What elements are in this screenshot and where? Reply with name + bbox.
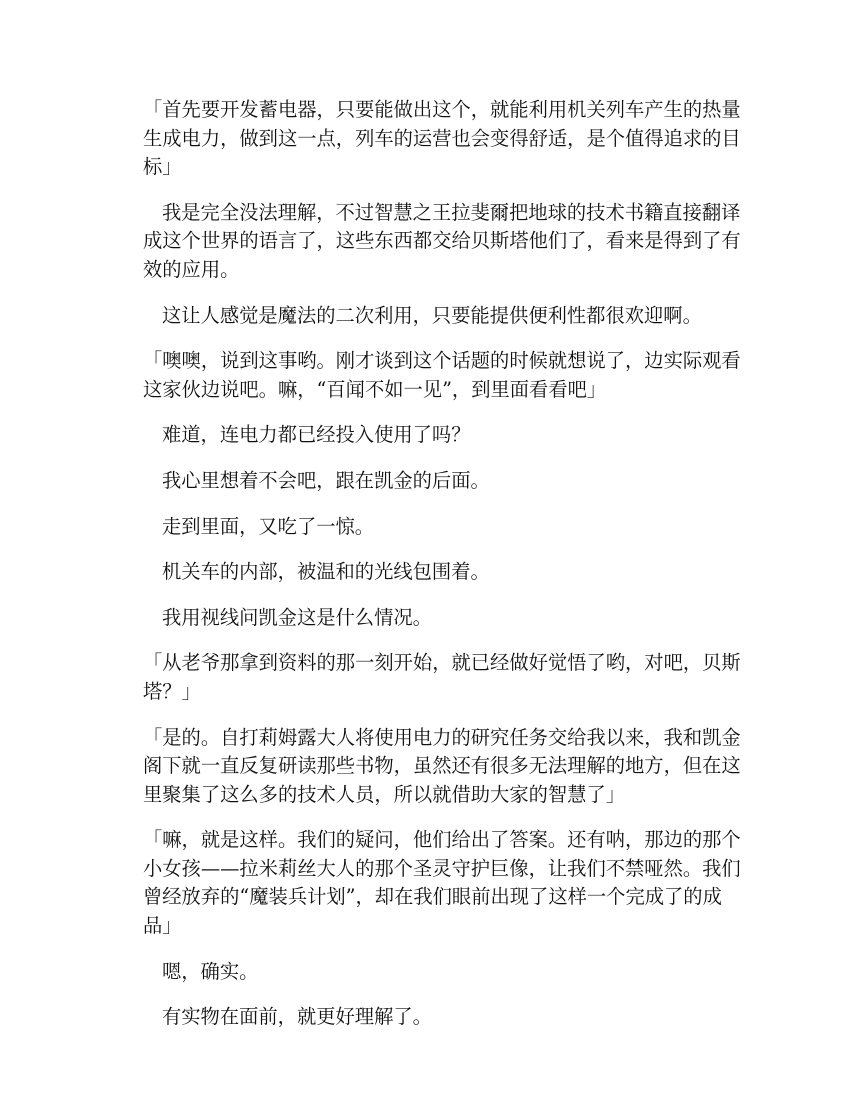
paragraph-narration: 难道，连电力都已经投入使用了吗？ [162,423,471,447]
paragraph-narration: 机关车的内部，被温和的光线包围着。 [162,560,490,584]
paragraph-dialogue: 「是的。自打莉姆露大人将使用电力的研究任务交给我以来，我和凯金阁下就一直反复研读那些书物，虽然还有很多无法理解的地方，但在这里聚集了这么多的技术人员，所以就借助大家的智慧了」 [143,725,741,806]
paragraph-dialogue: 「嘛，就是这样。我们的疑问，他们给出了答案。还有呐，那边的那个小女孩——拉米莉丝大人的那个圣灵守护巨像，让我们不禁哑然。我们曾经放弃的“魔装兵计划”，却在我们眼前出现了这样一个完成了的成品」 [143,828,741,938]
paragraph-narration: 这让人感觉是魔法的二次利用，只要能提供便利性都很欢迎啊。 [162,303,702,327]
paragraph-narration: 我用视线问凯金这是什么情况。 [162,605,432,629]
paragraph-dialogue: 「噢噢，说到这事哟。刚才谈到这个话题的时候就想说了，边实际观看这家伙边说吧。嘛，“百闻不如一见”，到里面看看吧」 [143,349,741,401]
paragraph-dialogue: 「首先要开发蓄电器，只要能做出这个，就能利用机关列车产生的热量生成电力，做到这一点，列车的运营也会变得舒适，是个值得追求的目标」 [143,98,741,179]
paragraph-narration: 有实物在面前，就更好理解了。 [162,1005,432,1029]
paragraph-narration: 我是完全没法理解，不过智慧之王拉斐爾把地球的技术书籍直接翻译成这个世界的语言了，这些东西都交给贝斯塔他们了，看来是得到了有效的应用。 [143,200,741,281]
paragraph-dialogue: 「从老爷那拿到资料的那一刻开始，就已经做好觉悟了哟，对吧，贝斯塔？」 [143,651,741,703]
document-page [143,96,747,1049]
paragraph-narration: 走到里面，又吃了一惊。 [162,514,375,538]
paragraph-narration: 我心里想着不会吧，跟在凯金的后面。 [162,468,490,492]
paragraph-narration: 嗯，确实。 [162,959,259,983]
